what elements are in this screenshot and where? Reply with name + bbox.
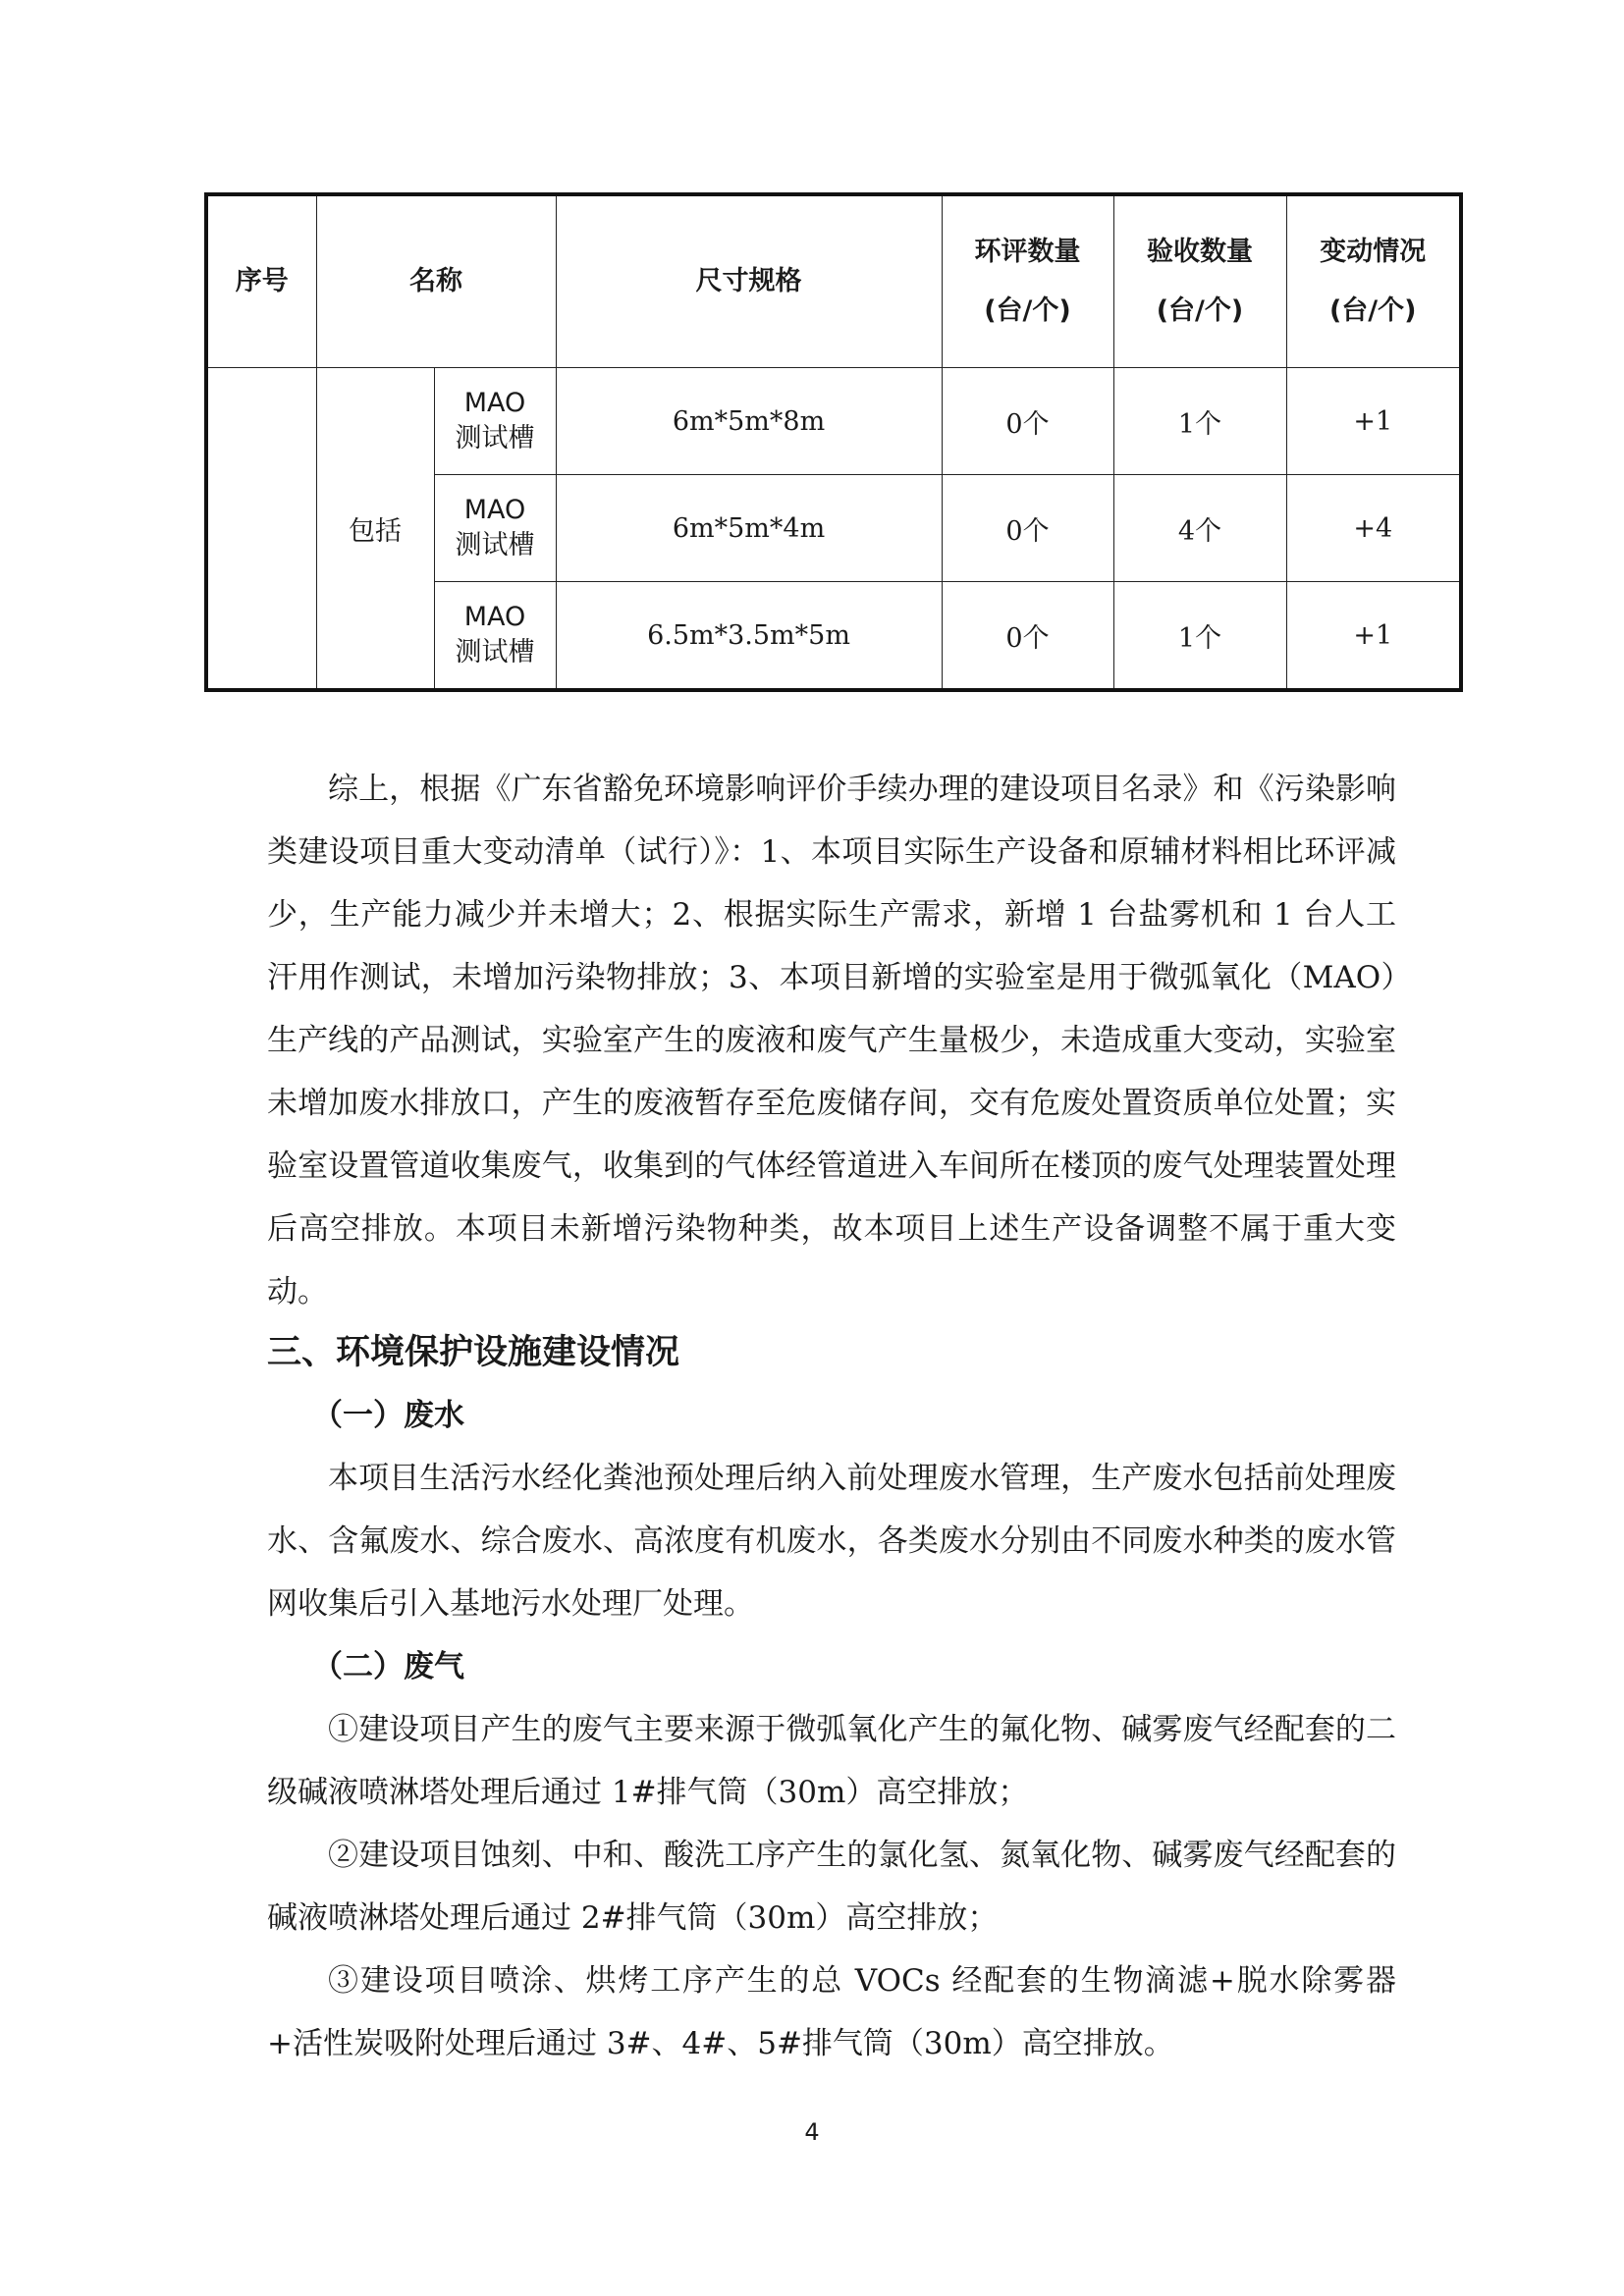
header-change <box>1286 194 1461 368</box>
cell-spec: 6m*5m*4m <box>556 475 942 582</box>
cell-name <box>434 475 556 582</box>
cell-name <box>434 368 556 475</box>
cell-acc: 1个 <box>1113 582 1286 691</box>
table-header-row <box>206 194 1461 368</box>
header-eia-qty-line1: 环评数量 <box>974 237 1081 267</box>
cell-group-label: 包括 <box>316 368 434 691</box>
cell-acc: 4个 <box>1113 475 1286 582</box>
cell-name-en: MAO <box>463 388 526 418</box>
cell-no <box>206 368 316 691</box>
water-paragraph: 本项目生活污水经化粪池预处理后纳入前处理废水管理，生产废水包括前处理废水、含氟废水、综合废水、高浓度有机废水，各类废水分别由不同废水种类的废水管网收集后引入基地污水处理厂处理。 <box>267 1461 1396 1622</box>
subsection-heading-gas: （二）废气 <box>312 1649 464 1684</box>
header-acc-qty <box>1113 194 1286 368</box>
cell-name-en: MAO <box>463 602 526 632</box>
cell-name-cn: 测试槽 <box>455 637 535 667</box>
cell-spec: 6.5m*3.5m*5m <box>556 582 942 691</box>
gas-item-1: ①建设项目产生的废气主要来源于微弧氧化产生的氟化物、碱雾废气经配套的二级碱液喷淋塔处理后通过 1#排气筒（30m）高空排放； <box>267 1712 1396 1810</box>
header-spec: 尺寸规格 <box>556 194 942 368</box>
section-heading: 三、环境保护设施建设情况 <box>267 1333 680 1372</box>
subsection-heading-water: （一）废水 <box>312 1398 464 1433</box>
header-eia-qty <box>942 194 1113 368</box>
cell-name-en: MAO <box>463 495 526 525</box>
header-change-line1: 变动情况 <box>1320 237 1427 267</box>
cell-change: +1 <box>1286 368 1461 475</box>
cell-name-cn: 测试槽 <box>455 530 535 561</box>
header-eia-qty-line2: (台/个) <box>984 295 1071 326</box>
header-name: 名称 <box>316 194 556 368</box>
header-no: 序号 <box>206 194 316 368</box>
table-row <box>206 368 1461 475</box>
gas-item-3: ③建设项目喷涂、烘烤工序产生的总 VOCs 经配套的生物滴滤+脱水除雾器+活性炭吸附处理后通过 3#、4#、5#排气筒（30m）高空排放。 <box>267 1963 1396 2061</box>
cell-change: +4 <box>1286 475 1461 582</box>
page-number: 4 <box>804 2118 820 2146</box>
cell-spec: 6m*5m*8m <box>556 368 942 475</box>
header-change-line2: (台/个) <box>1328 295 1417 326</box>
cell-eia: 0个 <box>942 475 1113 582</box>
summary-paragraph: 综上，根据《广东省豁免环境影响评价手续办理的建设项目名录》和《污染影响类建设项目重大变动清单（试行）》：1、本项目实际生产设备和原辅材料相比环评减少，生产能力减少并未增大；2、根据实际生产需求，新增 1 台盐雾机和 1 台人工汗用作测试，未增加污染物排放；3、本项目新增的实验室是用于微弧氧化（MAO）生产线的产品测试，实验室产生的废液和废气产生量极少，未造成重大变动，实验室未增加废水排放口，产生的废液暂存至危废储存间，交有危废处置资质单位处置；实验室设置管道收集废气，收集到的气体经管道进入车间所在楼顶的废气处理装置处理后高空排放。本项目未新增污染物种类，故本项目上述生产设备调整不属于重大变动。 <box>267 772 1396 1309</box>
equipment-table <box>204 192 1463 692</box>
header-acc-qty-line2: (台/个) <box>1156 295 1244 326</box>
cell-change: +1 <box>1286 582 1461 691</box>
gas-item-2: ②建设项目蚀刻、中和、酸洗工序产生的氯化氢、氮氧化物、碱雾废气经配套的碱液喷淋塔处理后通过 2#排气筒（30m）高空排放； <box>267 1838 1396 1936</box>
cell-eia: 0个 <box>942 368 1113 475</box>
cell-name-cn: 测试槽 <box>455 423 535 454</box>
cell-name <box>434 582 556 691</box>
header-acc-qty-line1: 验收数量 <box>1147 237 1253 267</box>
cell-acc: 1个 <box>1113 368 1286 475</box>
cell-eia: 0个 <box>942 582 1113 691</box>
